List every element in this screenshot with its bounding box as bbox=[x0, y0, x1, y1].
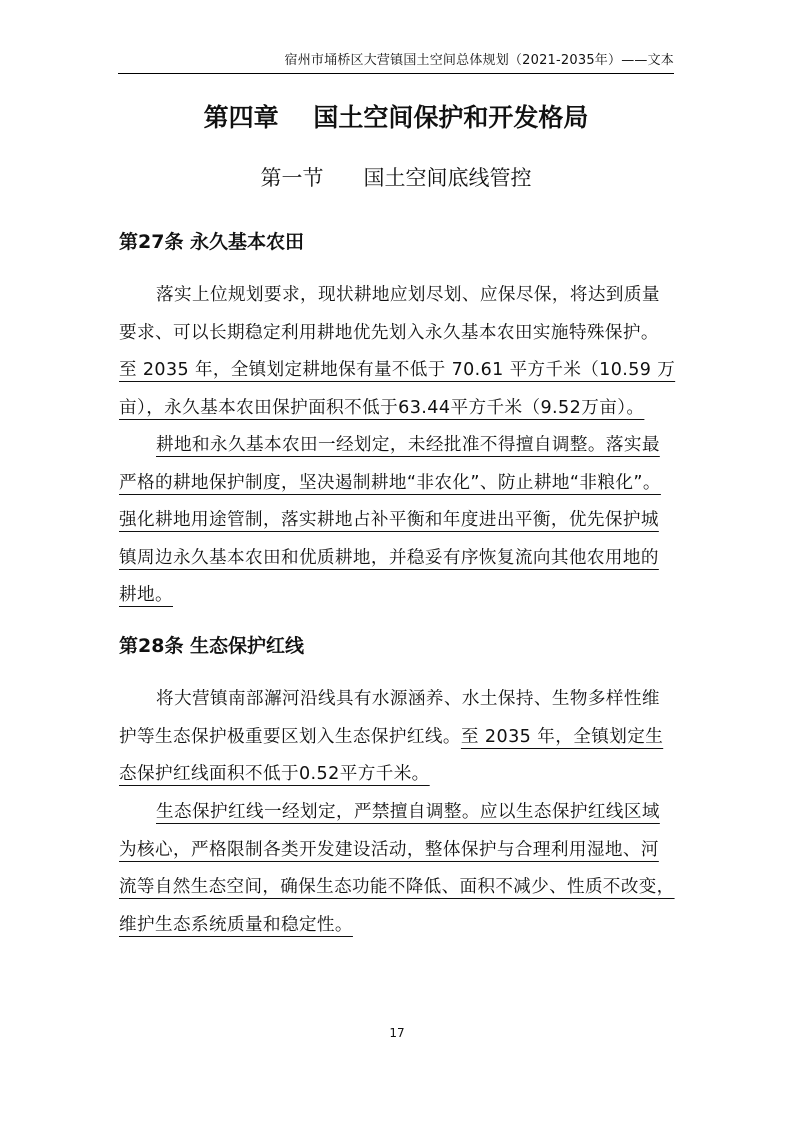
article-27-paragraph-1 bbox=[119, 277, 675, 427]
text-run: 护等生态保护极重要区划入生态保护红线。 bbox=[119, 726, 461, 747]
text-line bbox=[119, 502, 675, 540]
text-line bbox=[119, 794, 675, 832]
text-line bbox=[119, 869, 673, 907]
page-number: 17 bbox=[389, 1026, 405, 1040]
running-header: 宿州市埇桥区大营镇国土空间总体规划（2021-2035年）——文本 bbox=[284, 53, 674, 68]
section-name: 国土空间底线管控 bbox=[363, 166, 532, 190]
underlined-text: 至 2035 年，全镇划定耕地保有量不低于 70.61 平方千米（10.59 万 bbox=[119, 360, 676, 380]
underlined-text: 镇周边永久基本农田和优质耕地，并稳妥有序恢复流向其他农用地的 bbox=[119, 547, 659, 568]
text-line bbox=[119, 907, 675, 945]
section-number: 第一节 bbox=[260, 166, 324, 190]
underlined-text: 严格的耕地保护制度，坚决遏制耕地“非农化”、防止耕地“非粮化”。 bbox=[119, 472, 661, 493]
text-line bbox=[119, 540, 675, 578]
text-run: 将大营镇南部澥河沿线具有水源涵养、水土保持、生物多样性维 bbox=[156, 689, 660, 709]
section-title bbox=[118, 163, 674, 193]
article-28-paragraph-1 bbox=[119, 681, 675, 794]
article-27-paragraph-2 bbox=[119, 427, 675, 615]
chapter-number: 第四章 bbox=[203, 103, 279, 132]
text-line bbox=[119, 681, 675, 719]
underlined-text: 维护生态系统质量和稳定性。 bbox=[119, 914, 353, 935]
article-28-paragraph-2 bbox=[119, 794, 675, 944]
underlined-text: 生态保护红线一经划定，严禁擅自调整。应以生态保护红线区域 bbox=[156, 802, 660, 822]
underlined-text: 流等自然生态空间，确保生态功能不降低、面积不减少、性质不改变， bbox=[119, 877, 675, 897]
text-line bbox=[119, 756, 675, 794]
underlined-text: 态保护红线面积不低于0.52平方千米。 bbox=[119, 764, 430, 784]
article-28-title: 第28条 生态保护红线 bbox=[119, 635, 305, 657]
text-line bbox=[119, 577, 675, 615]
article-27-title: 第27条 永久基本农田 bbox=[119, 231, 305, 253]
text-run: 落实上位规划要求，现状耕地应划尽划、应保尽保，将达到质量 bbox=[156, 285, 660, 305]
text-line bbox=[119, 832, 675, 870]
text-line bbox=[119, 465, 675, 503]
underlined-text: 为核心，严格限制各类开发建设活动，整体保护与合理利用湿地、河 bbox=[119, 839, 659, 860]
underlined-text: 耕地。 bbox=[119, 585, 173, 605]
chapter-title bbox=[118, 101, 674, 135]
text-line bbox=[119, 390, 675, 428]
text-line bbox=[119, 427, 675, 465]
header-divider bbox=[118, 73, 674, 74]
underlined-text: 至 2035 年，全镇划定生 bbox=[460, 726, 664, 747]
chapter-name: 国土空间保护和开发格局 bbox=[313, 103, 589, 132]
text-run: 要求、可以长期稳定利用耕地优先划入永久基本农田实施特殊保护。 bbox=[119, 322, 659, 343]
underlined-text: 耕地和永久基本农田一经划定，未经批准不得擅自调整。落实最 bbox=[156, 435, 660, 455]
text-line bbox=[119, 315, 675, 353]
text-line bbox=[119, 352, 676, 390]
text-line bbox=[119, 277, 675, 315]
text-line bbox=[119, 719, 675, 757]
underlined-text: 强化耕地用途管制，落实耕地占补平衡和年度进出平衡，优先保护城 bbox=[119, 510, 659, 530]
underlined-text: 亩），永久基本农田保护面积不低于63.44平方千米（9.52万亩）。 bbox=[119, 397, 645, 418]
